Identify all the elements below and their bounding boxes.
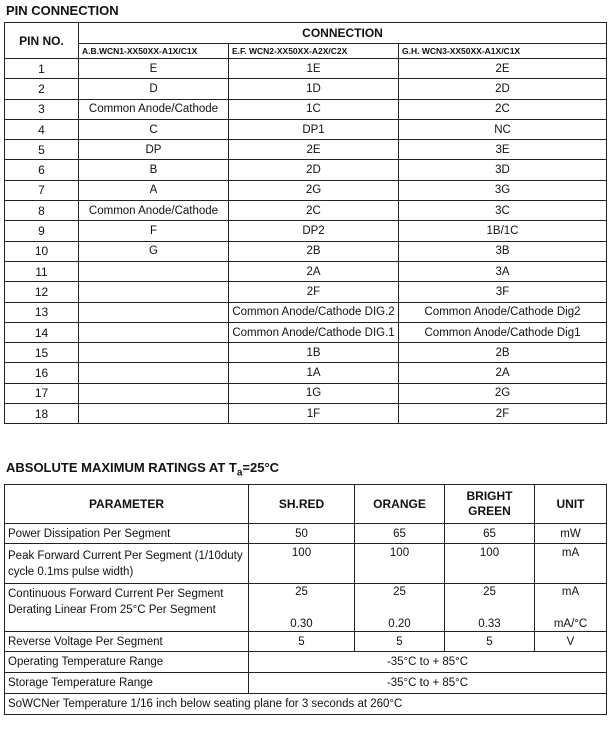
pin-cell-no: 10 [5,241,79,261]
pin-row [5,282,607,302]
pin-cell-c: 3F [399,282,607,302]
peak-green: 100 [445,544,535,584]
orange-header: ORANGE [355,485,445,524]
pin-cell-no: 17 [5,383,79,403]
power-label: Power Dissipation Per Segment [5,524,249,544]
pin-cell-c: 3C [399,201,607,221]
pin-cell-c: 2E [399,59,607,79]
pin-row [5,383,607,403]
pin-cell-a: A [79,180,229,200]
derating-orange: 0.20 [388,617,411,630]
pin-cell-b: 1C [229,99,399,119]
pin-cell-no: 12 [5,282,79,302]
pin-no-header: PIN NO. [5,23,79,59]
pin-cell-a [79,383,229,403]
pin-cell-b: 2B [229,241,399,261]
parameter-header: PARAMETER [5,485,249,524]
peak-shred: 100 [249,544,355,584]
pin-row [5,99,607,119]
continuous-green-cell [445,584,535,632]
pin-row [5,180,607,200]
pin-row [5,343,607,363]
pin-cell-b: 1A [229,363,399,383]
model-a-header: A.B.WCN1-XX50XX-A1X/C1X [79,44,229,59]
storage-value: -35°C to + 85°C [249,673,607,694]
pin-cell-a: DP [79,140,229,160]
pin-row [5,160,607,180]
peak-orange: 100 [355,544,445,584]
pin-cell-no: 5 [5,140,79,160]
pin-row [5,201,607,221]
bright-green-header: BRIGHT GREEN [445,485,535,524]
connection-header: CONNECTION [79,23,607,44]
pin-cell-b: 2F [229,282,399,302]
pin-cell-c: 2A [399,363,607,383]
pin-row [5,221,607,241]
pin-cell-a: C [79,119,229,139]
derating-green: 0.33 [478,617,501,630]
pin-cell-no: 2 [5,79,79,99]
pin-row [5,79,607,99]
unit-header: UNIT [535,485,607,524]
operating-value: -35°C to + 85°C [249,652,607,673]
pin-cell-a [79,322,229,342]
pin-cell-no: 13 [5,302,79,322]
reverse-green: 5 [445,632,535,652]
pin-cell-no: 15 [5,343,79,363]
pin-cell-no: 4 [5,119,79,139]
pin-cell-b: 1F [229,404,399,424]
power-shred: 50 [249,524,355,544]
pin-cell-c: 3D [399,160,607,180]
pin-cell-no: 14 [5,322,79,342]
pin-cell-b: 2E [229,140,399,160]
pin-cell-a: Common Anode/Cathode [79,99,229,119]
pin-row [5,140,607,160]
pin-cell-b: DP2 [229,221,399,241]
pin-cell-no: 3 [5,99,79,119]
power-green: 65 [445,524,535,544]
derating-unit: mA/°C [553,617,588,630]
pin-cell-b: 2G [229,180,399,200]
pin-cell-no: 6 [5,160,79,180]
ratings-title-subscript: a [236,467,243,479]
pin-cell-c: 2B [399,343,607,363]
pin-cell-b: 1G [229,383,399,403]
power-unit: mW [535,524,607,544]
pin-row [5,261,607,281]
continuous-label: Continuous Forward Current Per Segment Derating Linear From 25°C Per Segment [5,584,249,632]
continuous-green: 25 [483,585,496,598]
continuous-orange: 25 [393,585,406,598]
reverse-label: Reverse Voltage Per Segment [5,632,249,652]
pin-cell-b: Common Anode/Cathode DIG.2 [229,302,399,322]
pin-connection-title: PIN CONNECTION [6,3,119,18]
pin-connection-table [4,22,607,424]
pin-cell-c: 2C [399,99,607,119]
pin-cell-c: 2F [399,404,607,424]
pin-cell-c: 3B [399,241,607,261]
pin-cell-a: B [79,160,229,180]
operating-label: Operating Temperature Range [5,652,249,673]
pin-cell-c: 3E [399,140,607,160]
pin-cell-a [79,302,229,322]
pin-row [5,302,607,322]
continuous-orange-cell [355,584,445,632]
pin-cell-b: DP1 [229,119,399,139]
pin-cell-no: 8 [5,201,79,221]
pin-cell-c: 3G [399,180,607,200]
solder-label: SoWCNer Temperature 1/16 inch below seating plane for 3 seconds at 260°C [5,694,607,715]
ratings-table [4,484,607,715]
model-c-header: G.H. WCN3-XX50XX-A1X/C1X [399,44,607,59]
pin-row [5,241,607,261]
pin-cell-c: 2G [399,383,607,403]
pin-cell-b: 2C [229,201,399,221]
reverse-orange: 5 [355,632,445,652]
pin-row [5,59,607,79]
pin-cell-no: 11 [5,261,79,281]
pin-cell-c: 1B/1C [399,221,607,241]
pin-cell-a [79,343,229,363]
power-orange: 65 [355,524,445,544]
pin-cell-a: Common Anode/Cathode [79,201,229,221]
reverse-unit: V [535,632,607,652]
pin-cell-no: 1 [5,59,79,79]
pin-cell-c: 3A [399,261,607,281]
pin-cell-no: 16 [5,363,79,383]
pin-cell-b: 1D [229,79,399,99]
shred-header: SH.RED [249,485,355,524]
pin-cell-no: 7 [5,180,79,200]
pin-cell-a: E [79,59,229,79]
pin-cell-b: 2D [229,160,399,180]
storage-label: Storage Temperature Range [5,673,249,694]
pin-cell-c: NC [399,119,607,139]
peak-label: Peak Forward Current Per Segment (1/10duty cycle 0.1ms pulse width) [5,544,249,584]
pin-cell-a [79,404,229,424]
pin-cell-no: 18 [5,404,79,424]
pin-cell-a: G [79,241,229,261]
pin-row [5,322,607,342]
continuous-shred-cell [249,584,355,632]
ratings-title [6,460,279,479]
pin-cell-a [79,363,229,383]
pin-cell-b: Common Anode/Cathode DIG.1 [229,322,399,342]
pin-cell-a [79,282,229,302]
pin-cell-b: 1E [229,59,399,79]
pin-cell-c: Common Anode/Cathode Dig2 [399,302,607,322]
ratings-title-end: =25°C [242,460,280,475]
pin-row [5,404,607,424]
pin-row [5,119,607,139]
pin-cell-a: D [79,79,229,99]
continuous-shred: 25 [295,585,308,598]
peak-unit: mA [535,544,607,584]
continuous-unit: mA [561,585,580,598]
pin-cell-a: F [79,221,229,241]
pin-cell-a [79,261,229,281]
pin-row [5,363,607,383]
pin-cell-c: Common Anode/Cathode Dig1 [399,322,607,342]
pin-cell-b: 2A [229,261,399,281]
model-b-header: E.F. WCN2-XX50XX-A2X/C2X [229,44,399,59]
pin-cell-no: 9 [5,221,79,241]
pin-cell-c: 2D [399,79,607,99]
continuous-unit-cell [535,584,607,632]
derating-shred: 0.30 [290,617,313,630]
pin-cell-b: 1B [229,343,399,363]
ratings-title-text: ABSOLUTE MAXIMUM RATINGS AT T [6,460,237,475]
reverse-shred: 5 [249,632,355,652]
